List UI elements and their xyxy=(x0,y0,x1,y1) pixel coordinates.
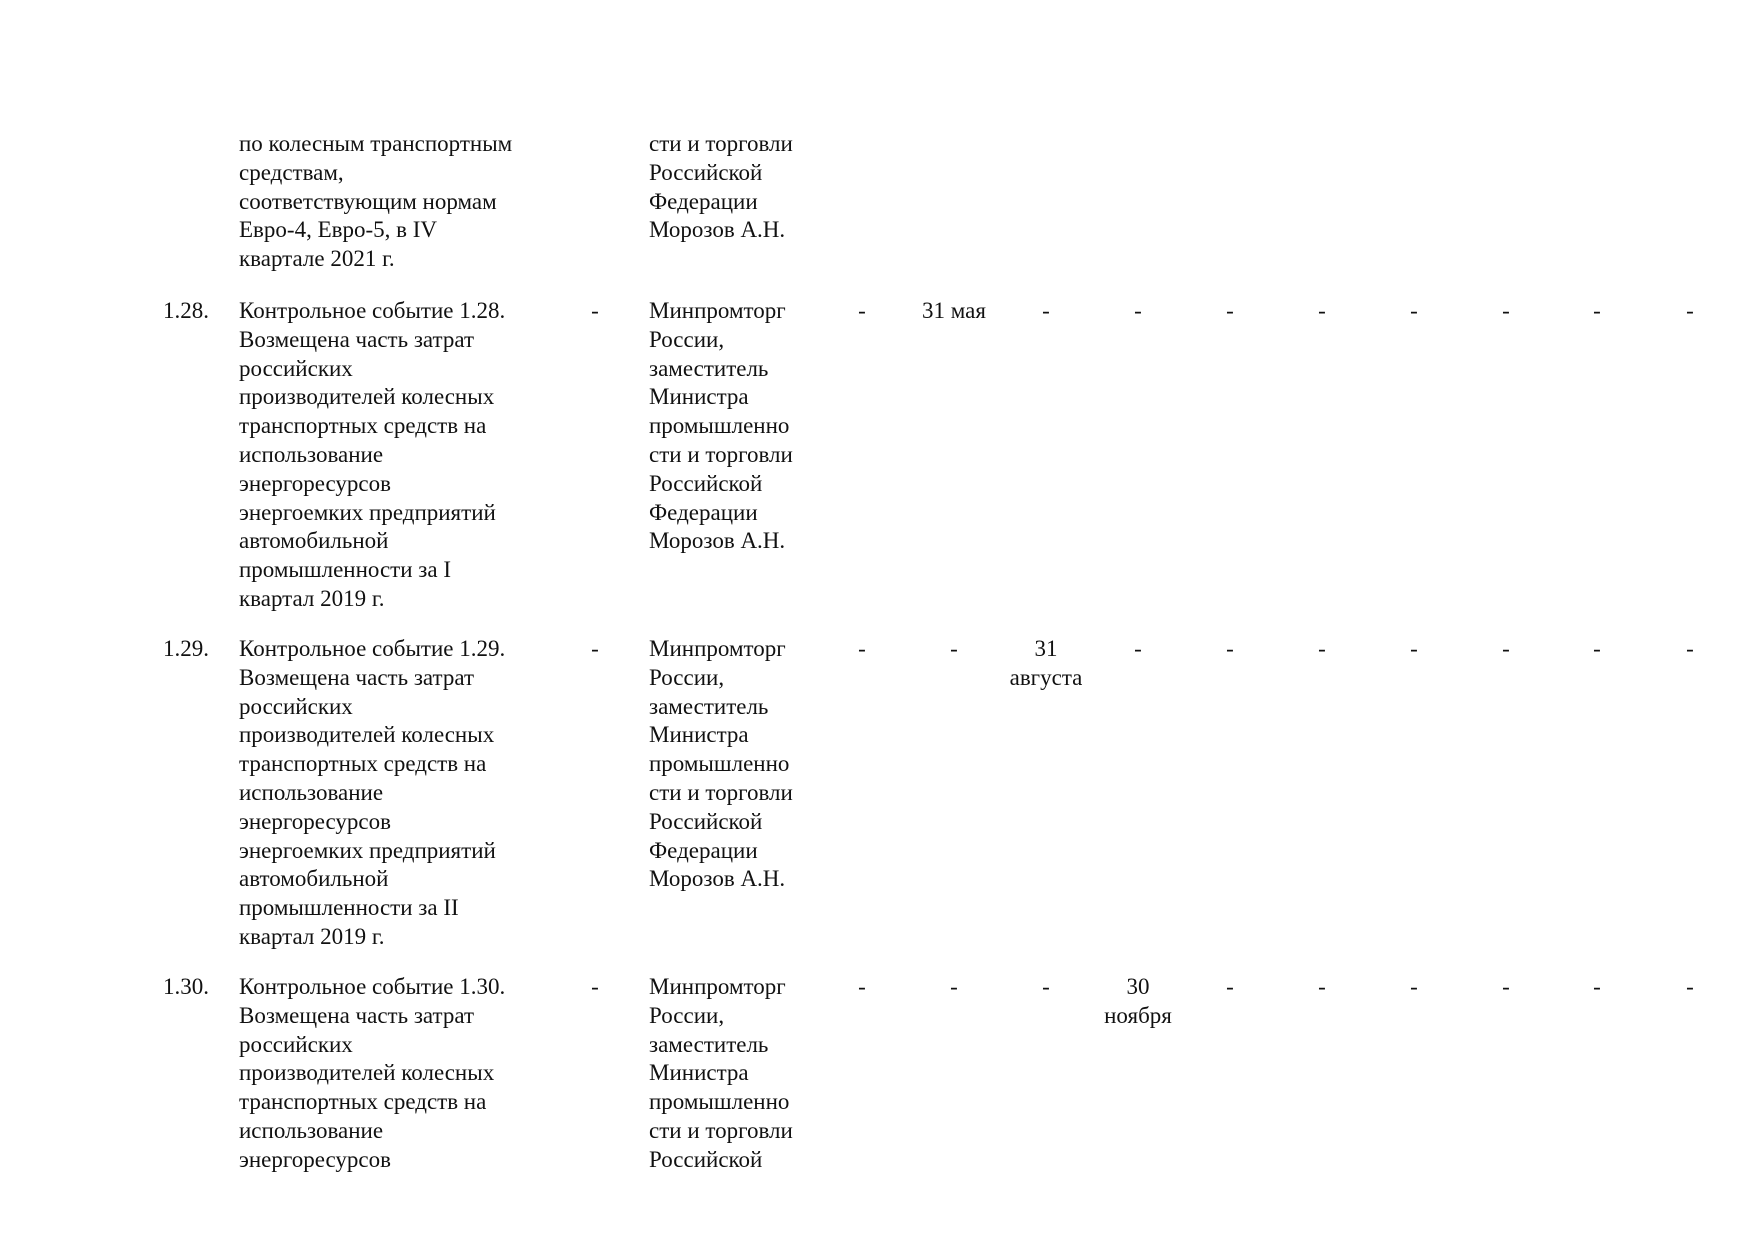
column-value: - xyxy=(1502,298,1510,323)
row-number: 1.30. xyxy=(163,974,209,999)
column-value: - xyxy=(1226,636,1234,661)
column-value: - xyxy=(1593,974,1601,999)
column-value: - xyxy=(858,974,866,999)
row-number: 1.29. xyxy=(163,636,209,661)
column-value: 31 августа xyxy=(1009,636,1083,690)
event-name: по колесным транспортным средствам, соответствующим нормам Евро-4, Евро-5, в IV квартале 2021 г. xyxy=(239,131,513,272)
column-value: - xyxy=(1226,298,1234,323)
column-value: - xyxy=(1134,636,1142,661)
column-value: - xyxy=(1134,298,1142,323)
column-value: - xyxy=(1318,298,1326,323)
column-value: - xyxy=(1593,636,1601,661)
column-value: - xyxy=(591,636,599,661)
column-value: - xyxy=(1226,974,1234,999)
column-value: - xyxy=(1686,974,1694,999)
column-value: - xyxy=(1318,636,1326,661)
column-value: 31 мая xyxy=(922,298,986,323)
column-value: - xyxy=(858,636,866,661)
row-number: 1.28. xyxy=(163,298,209,323)
column-value: - xyxy=(1502,974,1510,999)
column-value: - xyxy=(591,298,599,323)
responsible-person: Минпромторг России, заместитель Министра промышленно сти и торговли Российской Федерации Морозов А.Н. xyxy=(649,298,793,554)
column-value: - xyxy=(1042,298,1050,323)
column-value: - xyxy=(1686,636,1694,661)
column-value: - xyxy=(1042,974,1050,999)
column-value: - xyxy=(1502,636,1510,661)
responsible-person: Минпромторг России, заместитель Министра промышленно сти и торговли Российской Федерации Морозов А.Н. xyxy=(649,636,793,892)
column-value: 30 ноября xyxy=(1104,974,1172,1028)
column-value: - xyxy=(858,298,866,323)
event-name: Контрольное событие 1.30. Возмещена часть затрат российских производителей колесных транспортных средств на использование энергоресурсов xyxy=(239,974,506,1172)
event-name: Контрольное событие 1.29. Возмещена часть затрат российских производителей колесных транспортных средств на использование энергоресурсов энергоемких предприятий автомобильной промышленности за II квартал 2019 г. xyxy=(239,636,506,949)
column-value: - xyxy=(1410,298,1418,323)
responsible-person: Минпромторг России, заместитель Министра промышленно сти и торговли Российской xyxy=(649,974,793,1172)
column-value: - xyxy=(1686,298,1694,323)
column-value: - xyxy=(950,974,958,999)
column-value: - xyxy=(1410,636,1418,661)
column-value: - xyxy=(1593,298,1601,323)
column-value: - xyxy=(591,974,599,999)
responsible-person: сти и торговли Российской Федерации Морозов А.Н. xyxy=(649,131,793,243)
column-value: - xyxy=(1410,974,1418,999)
column-value: - xyxy=(1318,974,1326,999)
column-value: - xyxy=(950,636,958,661)
event-name: Контрольное событие 1.28. Возмещена часть затрат российских производителей колесных транспортных средств на использование энергоресурсов энергоемких предприятий автомобильной промышленности за I квартал 2019 г. xyxy=(239,298,506,611)
